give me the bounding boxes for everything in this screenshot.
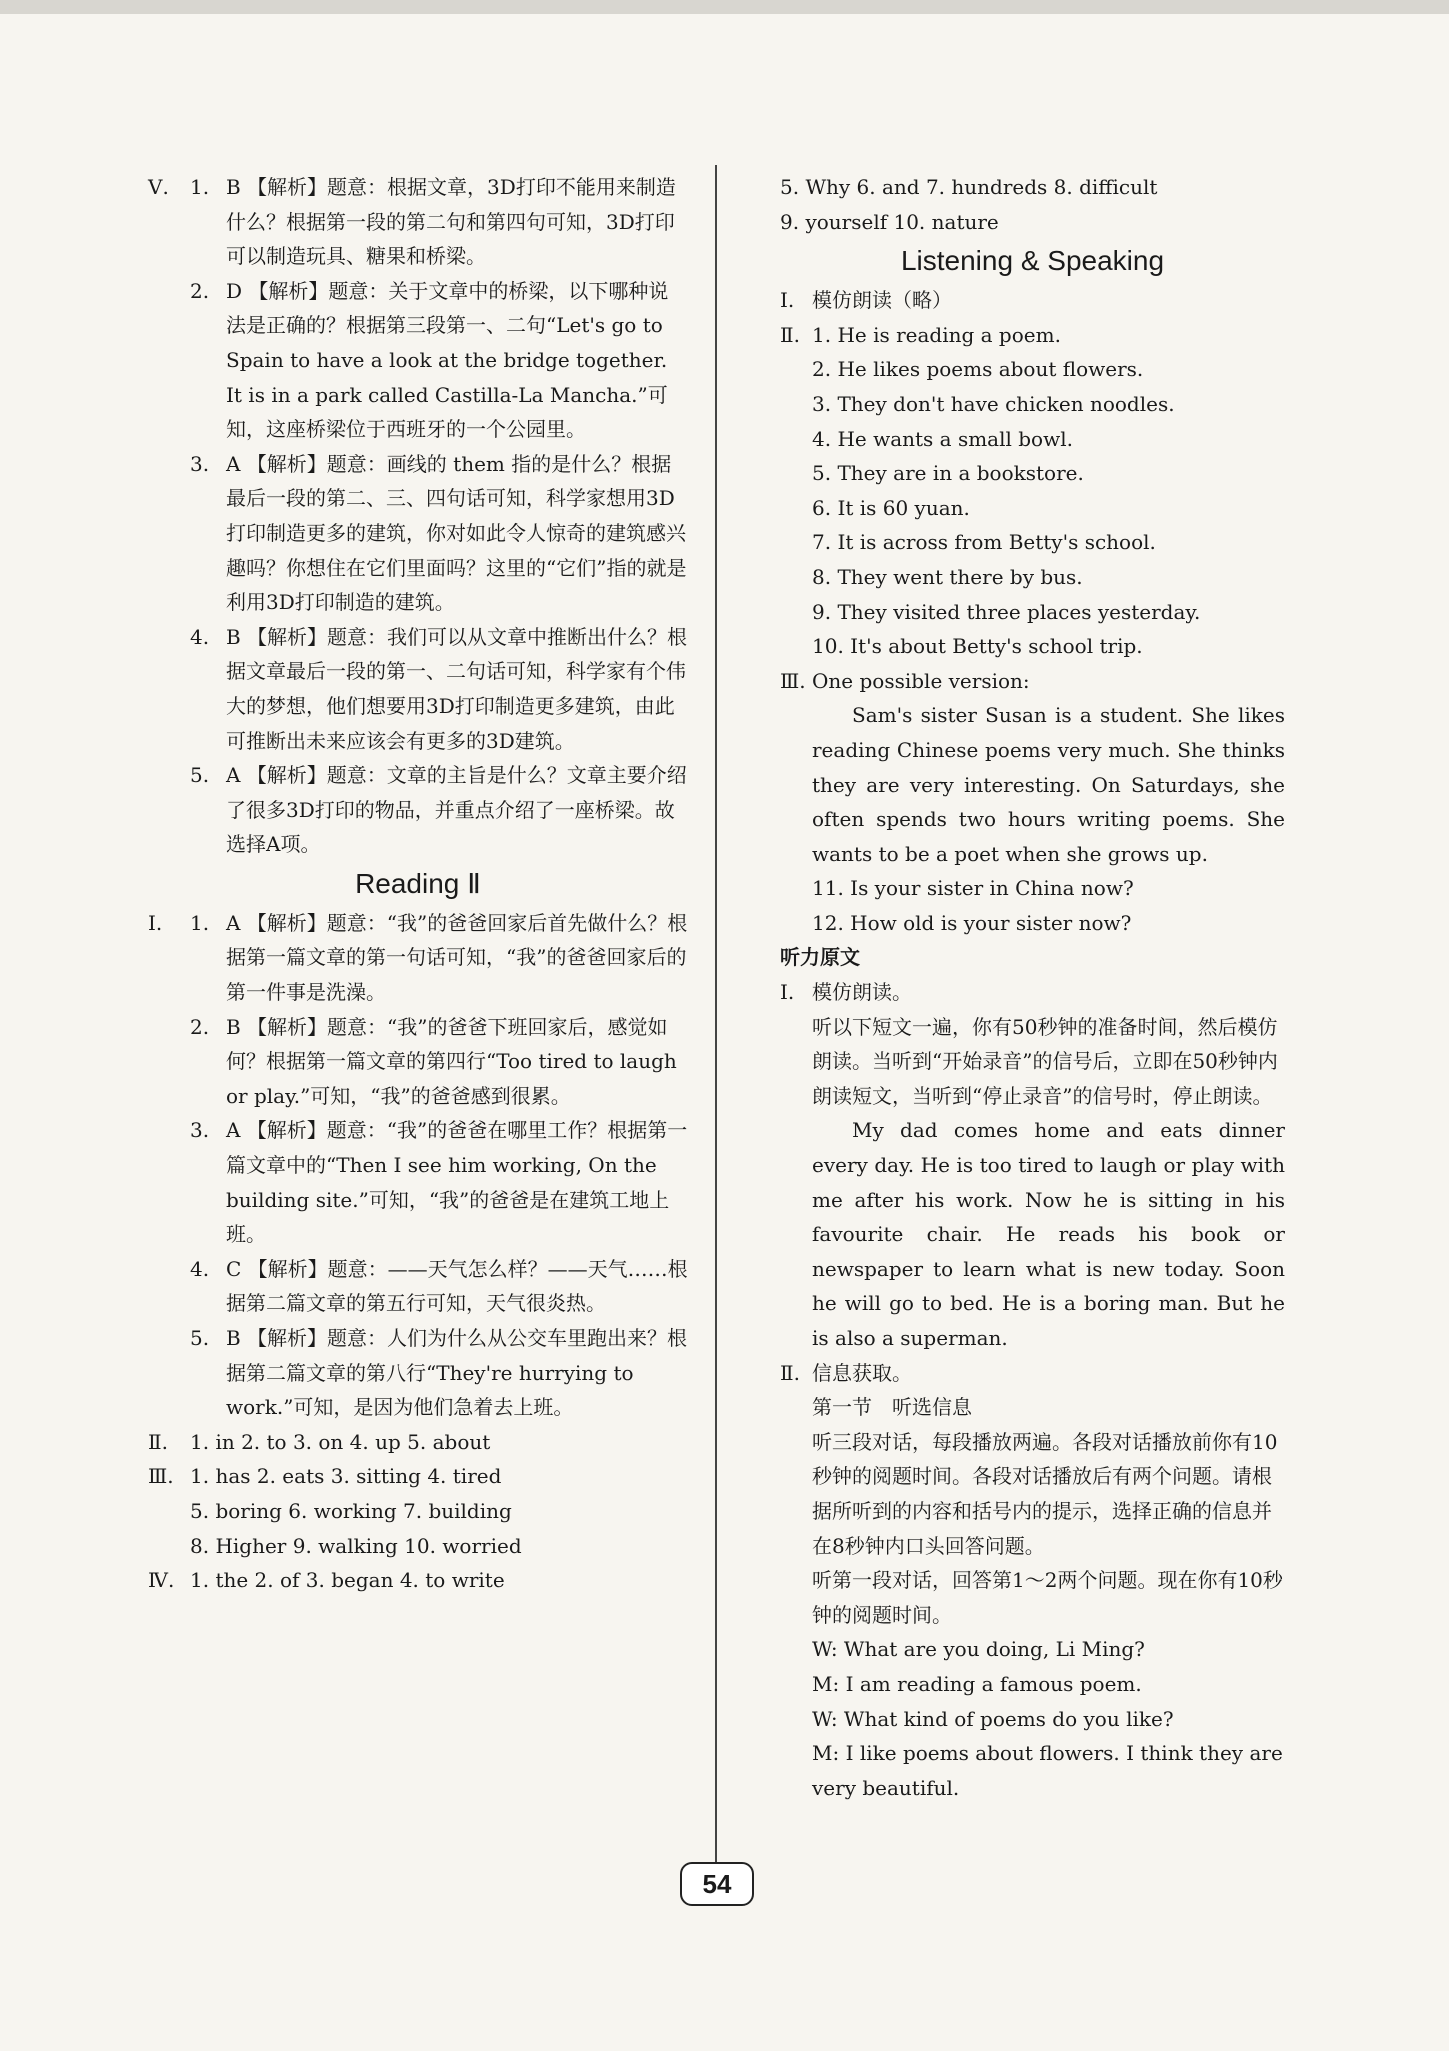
answer-line: 7. It is across from Betty's school. [812,530,1156,555]
section-title: 信息获取。 [812,1360,912,1385]
answer-item: 1. B 【解析】题意：根据文章，3D打印不能用来制造什么？根据第一段的第二句和第四句可知，3D打印可以制造玩具、糖果和桥梁。 [190,175,676,269]
answer-item: 5. B 【解析】题意：人们为什么从公交车里跑出来？根据第二篇文章的第八行“They're hurrying to work.”可知，是因为他们急着去上班。 [190,1326,688,1420]
answer-line: 8. They went there by bus. [812,564,1083,589]
answer-line: 9. They visited three places yesterday. [812,599,1201,624]
section-label: Ⅲ. [780,668,806,693]
version-intro: One possible version: [812,668,1030,693]
reading-section-iii [148,1459,688,1563]
reading-section-ii [148,1425,688,1460]
answer-line: 5. boring 6. working 7. building [190,1498,512,1523]
dialog-line: M: I am reading a famous poem. [812,1671,1142,1696]
answer-line: 6. It is 60 yuan. [812,495,970,520]
answer-line: 模仿朗读（略） [812,288,952,313]
section-title: 模仿朗读。 [812,980,912,1005]
section-label: Ⅱ. [780,1360,800,1385]
section-label: Ⅱ. [148,1429,168,1454]
answer-item: 3. A 【解析】题意：“我”的爸爸在哪里工作？根据第一篇文章中的“Then I see him working, On the building site.”可知，“我”的爸爸是在建筑工地上班。 [190,1118,688,1247]
section-v [148,170,688,862]
answer-line: 8. Higher 9. walking 10. worried [190,1533,522,1558]
answer-line: 3. They don't have chicken noodles. [812,391,1175,416]
subsection-title: 第一节 听选信息 [812,1395,972,1420]
dialog-line: W: What kind of poems do you like? [812,1706,1174,1731]
dialog-line: W: What are you doing, Li Ming? [812,1637,1145,1662]
listening-section-iii [780,664,1285,941]
listening-speaking-heading: Listening & Speaking [900,245,1165,277]
answer-line: 5. Why 6. and 7. hundreds 8. difficult [780,175,1158,199]
instructions: 听以下短文一遍，你有50秒钟的准备时间，然后模仿朗读。当听到“开始录音”的信号后，立即在50秒钟内朗读短文，当听到“停止录音”的信号时，停止朗读。 [812,1014,1278,1108]
page-number: 54 [680,1862,754,1906]
answer-line: 5. They are in a bookstore. [812,461,1084,486]
answer-item: 5. A 【解析】题意：文章的主旨是什么？文章主要介绍了很多3D打印的物品，并重点介绍了一座桥梁。故选择A项。 [190,763,687,857]
instructions: 听三段对话，每段播放两遍。各段对话播放前你有10秒钟的阅题时间。各段对话播放后有两个问题。请根据所听到的内容和括号内的提示，选择正确的信息并在8秒钟内口头回答问题。 [812,1429,1278,1558]
answer-line: 1. in 2. to 3. on 4. up 5. about [190,1429,491,1454]
answer-line: 10. It's about Betty's school trip. [812,634,1143,659]
question-line: 11. Is your sister in China now? [812,876,1134,901]
answer-line: 2. He likes poems about flowers. [812,357,1144,382]
sample-paragraph: Sam's sister Susan is a student. She likes reading Chinese poems very much. She thinks they are very interesting. On Saturdays, she often spends two hours writing poems. She wants to be a poet when she grows up. [812,703,1285,866]
column-divider [715,165,717,1885]
answer-item: 2. B 【解析】题意：“我”的爸爸下班回家后，感觉如何？根据第一篇文章的第四行“Too tired to laugh or play.”可知，“我”的爸爸感到很累。 [190,1014,677,1108]
answer-line: 1. the 2. of 3. began 4. to write [190,1568,505,1593]
section-label: Ⅳ. [148,1568,175,1593]
answer-line: 9. yourself 10. nature [780,209,999,234]
question-line: 12. How old is your sister now? [812,910,1132,935]
right-column [780,170,1285,1805]
section-label: Ⅰ. [780,980,795,1005]
transcript-section-ii [780,1356,1285,1806]
listening-section-ii [780,318,1285,664]
section-label: Ⅴ. [148,175,169,199]
reading-section-i [148,906,688,1425]
listening-section-i [780,283,1285,318]
section-label: Ⅲ. [148,1464,174,1489]
section-label: Ⅰ. [148,910,163,935]
transcript-heading: 听力原文 [780,945,860,970]
instructions: 听第一段对话，回答第1～2两个问题。现在你有10秒钟的阅题时间。 [812,1568,1283,1627]
reading-section-iv [148,1563,688,1598]
left-column [148,170,688,1598]
answer-item: 1. A 【解析】题意：“我”的爸爸回家后首先做什么？根据第一篇文章的第一句话可知，“我”的爸爸回家后的第一件事是洗澡。 [190,910,688,1005]
answer-line: 1. He is reading a poem. [812,322,1061,347]
answer-item: 4. C 【解析】题意：——天气怎么样？——天气……根据第二篇文章的第五行可知，天气很炎热。 [190,1256,688,1316]
answer-item: 3. A 【解析】题意：画线的 them 指的是什么？根据最后一段的第二、三、四句话可知，科学家想用3D打印制造更多的建筑，你对如此令人惊奇的建筑感兴趣吗？你想住在它们里面吗？这里的“它们”指的就是利用3D打印制造的建筑。 [190,451,687,615]
passage: My dad comes home and eats dinner every day. He is too tired to laugh or play with me after his work. Now he is sitting in his favourite chair. He reads his book or newspaper to learn what is new today. Soon he will go to bed. He is a boring man. But he is also a superman. [812,1118,1285,1350]
answer-line: 1. has 2. eats 3. sitting 4. tired [190,1464,502,1489]
section-label: Ⅱ. [780,322,800,347]
section-label: Ⅰ. [780,288,795,313]
answer-item: 2. D 【解析】题意：关于文章中的桥梁，以下哪种说法是正确的？根据第三段第一、二句“Let's go to Spain to have a look at the bridge together. It is in a park called Castilla-La Mancha.”可知，这座桥梁位于西班牙的一个公园里。 [190,278,669,442]
transcript-section-i [780,975,1285,1356]
reading-ii-heading: Reading Ⅱ [355,867,481,899]
top-edge [0,0,1449,14]
answer-item: 4. B 【解析】题意：我们可以从文章中推断出什么？根据文章最后一段的第一、二句话可知，科学家有个伟大的梦想，他们想要用3D打印制造更多建筑，由此可推断出未来应该会有更多的3D建筑。 [190,624,688,753]
dialog-line: M: I like poems about flowers. I think they are very beautiful. [812,1741,1283,1800]
answer-line: 4. He wants a small bowl. [812,426,1073,451]
